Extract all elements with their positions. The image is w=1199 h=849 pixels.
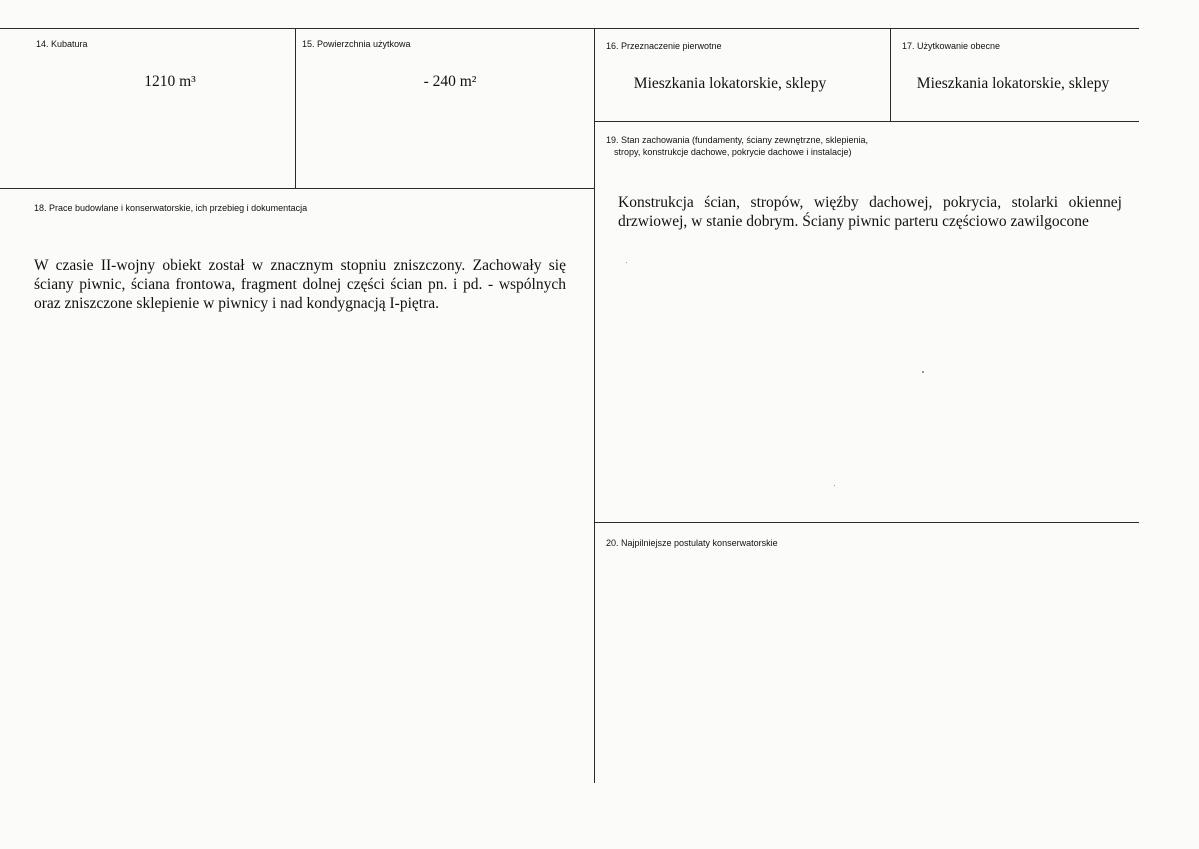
- uzytkowanie-label: 17. Użytkowanie obecne: [902, 41, 1001, 51]
- divider-16-17: [890, 28, 891, 121]
- prace-label: 18. Prace budowlane i konserwatorskie, ich przebieg i dokumentacja: [34, 203, 308, 213]
- przeznaczenie-label: 16. Przeznaczenie pierwotne: [606, 41, 722, 51]
- kubatura-value: 1210 m³: [144, 73, 196, 90]
- scan-speck: [626, 262, 627, 263]
- przeznaczenie-value: Mieszkania lokatorskie, sklepy: [633, 75, 827, 92]
- uzytkowanie-value: Mieszkania lokatorskie, sklepy: [916, 75, 1110, 92]
- row-divider-14-18: [0, 188, 595, 189]
- postulaty-label: 20. Najpilniejsze postulaty konserwatorskie: [606, 538, 778, 548]
- row-divider-16-19: [594, 121, 1139, 122]
- kubatura-label: 14. Kubatura: [36, 39, 88, 49]
- stan-label-line2: stropy, konstrukcje dachowe, pokrycie dachowe i instalacje): [614, 147, 852, 157]
- scan-speck: [834, 485, 835, 486]
- scan-speck: [922, 371, 924, 373]
- top-border: [0, 28, 1139, 29]
- row-divider-19-20: [594, 522, 1139, 523]
- stan-value: Konstrukcja ścian, stropów, więźby dachowej, pokrycia, stolarki okiennej drzwiowej, w stanie dobrym. Ściany piwnic parteru częściowo zawilgocone: [618, 194, 1122, 230]
- prace-value: W czasie II-wojny obiekt został w znacznym stopniu zniszczony. Zachowały się ściany piwnic, ściana frontowa, fragment dolnej części ścian pn. i pd. - wspólnych oraz zniszczone sklepienie w piwnicy i nad kondygnacją I-piętra.: [34, 257, 566, 312]
- center-divider: [594, 28, 595, 783]
- divider-14-15: [295, 28, 296, 188]
- powierzchnia-value: - 240 m²: [423, 73, 477, 90]
- stan-label-line1: 19. Stan zachowania (fundamenty, ściany zewnętrzne, sklepienia,: [606, 135, 868, 145]
- powierzchnia-label: 15. Powierzchnia użytkowa: [302, 39, 411, 49]
